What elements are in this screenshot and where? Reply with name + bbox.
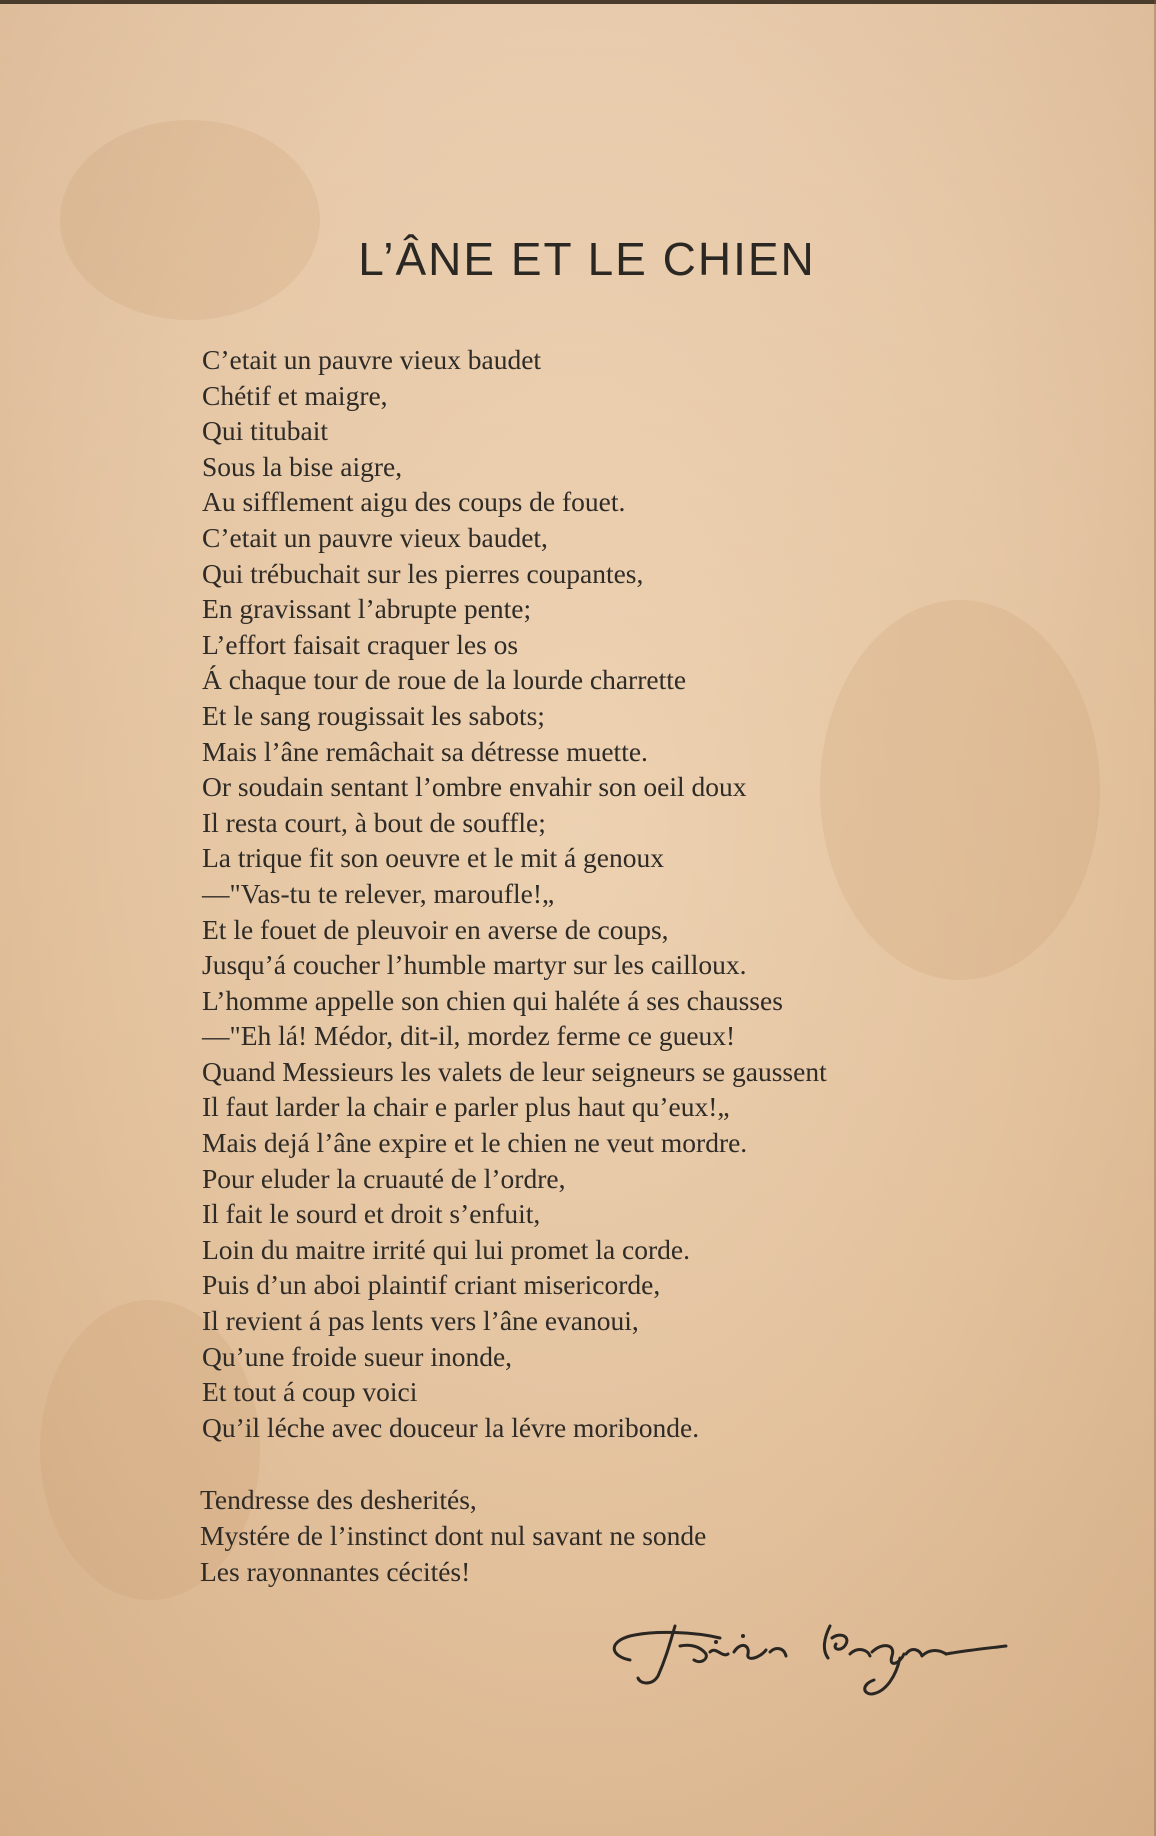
poem-line: Au sifflement aigu des coups de fouet. xyxy=(202,486,626,518)
poem-line: Et le fouet de pleuvoir en averse de coups, xyxy=(202,913,669,945)
handwritten-signature xyxy=(600,1598,1010,1698)
poem-line: La trique fit son oeuvre et le mit á genoux xyxy=(202,842,665,874)
poem-line: Quand Messieurs les valets de leur seigneurs se gaussent xyxy=(202,1055,827,1087)
poem-line: Or soudain sentant l’ombre envahir son oeil doux xyxy=(202,771,747,803)
poem-line: Tendresse des desherités, xyxy=(200,1484,477,1515)
poem-line: Loin du maitre irrité qui lui promet la corde. xyxy=(202,1233,690,1265)
poem-line: Qui titubait xyxy=(202,415,329,447)
signature-drawing xyxy=(600,1598,1010,1698)
poem-line: —"Eh lá! Médor, dit-il, mordez ferme ce gueux! xyxy=(202,1020,736,1052)
poem-line: Qu’il léche avec douceur la lévre moribonde. xyxy=(202,1411,700,1443)
poem-line: C’etait un pauvre vieux baudet xyxy=(202,344,542,375)
poem-line: Pour eluder la cruauté de l’ordre, xyxy=(202,1162,566,1194)
poem-line: Qui trébuchait sur les pierres coupantes, xyxy=(202,557,644,589)
poem-line: Il fait le sourd et droit s’enfuit, xyxy=(202,1198,541,1230)
poem-stanza-1 xyxy=(202,342,827,1445)
poem-line: Qu’une froide sueur inonde, xyxy=(202,1340,513,1372)
poem-line: Chétif et maigre, xyxy=(202,379,388,411)
poem-line: Mystére de l’instinct dont nul savant ne sonde xyxy=(200,1520,707,1551)
poem-line: Et le sang rougissait les sabots; xyxy=(202,699,545,731)
poem-line: Sous la bise aigre, xyxy=(202,450,403,482)
paper-stain xyxy=(820,600,1100,980)
paper-stain xyxy=(60,120,320,320)
poem-line: Les rayonnantes cécités! xyxy=(200,1556,471,1587)
poem-line: C’etait un pauvre vieux baudet, xyxy=(202,521,548,553)
poem-line: Á chaque tour de roue de la lourde charrette xyxy=(202,664,687,696)
poem-line: Jusqu’á coucher l’humble martyr sur les cailloux. xyxy=(202,949,747,981)
poem-stanza-2 xyxy=(200,1482,706,1590)
poem-line: Il resta court, à bout de souffle; xyxy=(202,806,546,838)
poem-line: Puis d’un aboi plaintif criant misericorde, xyxy=(202,1269,661,1301)
poem-line: Il faut larder la chair e parler plus haut qu’eux!„ xyxy=(202,1091,730,1123)
poem-line: L’homme appelle son chien qui haléte á ses chausses xyxy=(202,984,783,1016)
poem-line: Et tout á coup voici xyxy=(202,1376,418,1408)
signature-text xyxy=(1010,1598,1011,1599)
poem-line: L’effort faisait craquer les os xyxy=(202,628,519,660)
poem-title: L’ÂNE ET LE CHIEN xyxy=(358,233,816,285)
poem-line: —"Vas-tu te relever, maroufle!„ xyxy=(202,877,555,909)
poem-line: Mais l’âne remâchait sa détresse muette. xyxy=(202,735,648,767)
poem-line: En gravissant l’abrupte pente; xyxy=(202,593,532,625)
poem-line: Il revient á pas lents vers l’âne evanoui, xyxy=(202,1305,639,1337)
poem-line: Mais dejá l’âne expire et le chien ne veut mordre. xyxy=(202,1127,748,1159)
page-top-edge xyxy=(0,0,1156,4)
